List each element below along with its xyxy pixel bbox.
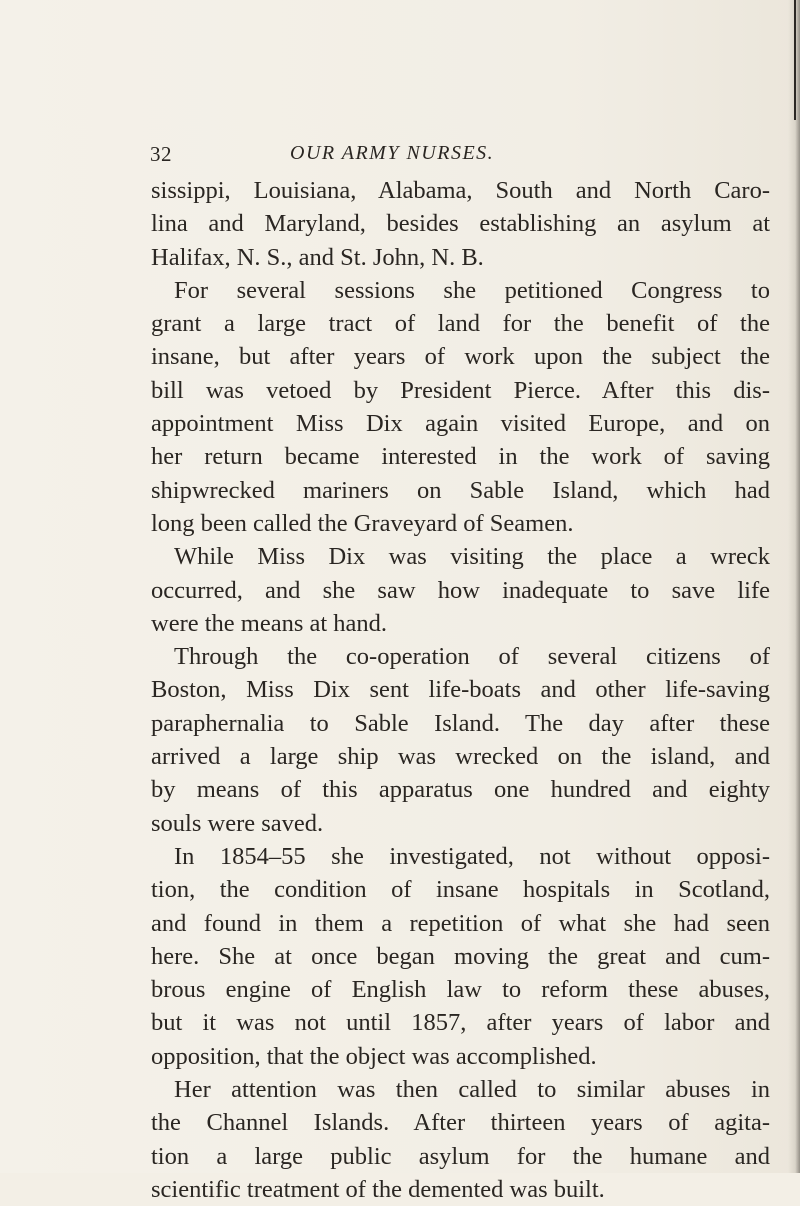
text-line: tion a large public asylum for the humane and (151, 1142, 770, 1170)
text-line: scientific treatment of the demented was built. (151, 1175, 605, 1203)
page-edge-line (794, 0, 796, 120)
text-line: opposition, that the object was accomplished. (151, 1042, 597, 1070)
text-line: sissippi, Louisiana, Alabama, South and North Caro- (151, 177, 770, 204)
text-line: shipwrecked mariners on Sable Island, which had (151, 476, 770, 504)
page-number: 32 (150, 142, 172, 166)
text-line: lina and Maryland, besides establishing an asylum at (151, 210, 770, 238)
body-text (151, 174, 770, 1206)
text-line: For several sessions she petitioned Congress to (174, 276, 770, 304)
text-line: her return became interested in the work of saving (151, 443, 770, 471)
text-line: paraphernalia to Sable Island. The day after these (151, 709, 770, 737)
page-edge-shadow (788, 0, 800, 1173)
running-title: OUR ARMY NURSES. (290, 142, 495, 164)
text-line: were the means at hand. (151, 609, 388, 637)
text-line: appointment Miss Dix again visited Europe, and on (151, 410, 770, 438)
text-line: insane, but after years of work upon the subject the (151, 343, 770, 371)
text-line: by means of this apparatus one hundred and eighty (151, 776, 770, 804)
text-line: While Miss Dix was visiting the place a wreck (174, 543, 770, 571)
text-line: occurred, and she saw how inadequate to save life (151, 576, 770, 604)
text-line: tion, the condition of insane hospitals in Scotland, (151, 876, 770, 904)
text-line: arrived a large ship was wrecked on the island, and (151, 743, 770, 771)
text-line: and found in them a repetition of what she had seen (151, 909, 770, 937)
text-line: here. She at once began moving the great and cum- (151, 942, 770, 970)
text-line: but it was not until 1857, after years of labor and (151, 1009, 770, 1037)
text-line: souls were saved. (151, 809, 324, 837)
text-line: Boston, Miss Dix sent life-boats and other life-saving (151, 676, 770, 704)
text-line: Through the co-operation of several citizens of (174, 643, 770, 671)
text-line: Halifax, N. S., and St. John, N. B. (151, 243, 484, 271)
text-line: In 1854–55 she investigated, not without opposi- (174, 842, 770, 870)
text-line: long been called the Graveyard of Seamen. (151, 509, 574, 537)
text-line: bill was vetoed by President Pierce. After this dis- (151, 376, 770, 404)
text-line: brous engine of English law to reform these abuses, (151, 976, 770, 1004)
text-line: grant a large tract of land for the benefit of the (151, 310, 770, 338)
running-head (150, 142, 770, 172)
text-line: the Channel Islands. After thirteen years of agita- (151, 1109, 770, 1137)
text-line: Her attention was then called to similar abuses in (174, 1076, 770, 1104)
